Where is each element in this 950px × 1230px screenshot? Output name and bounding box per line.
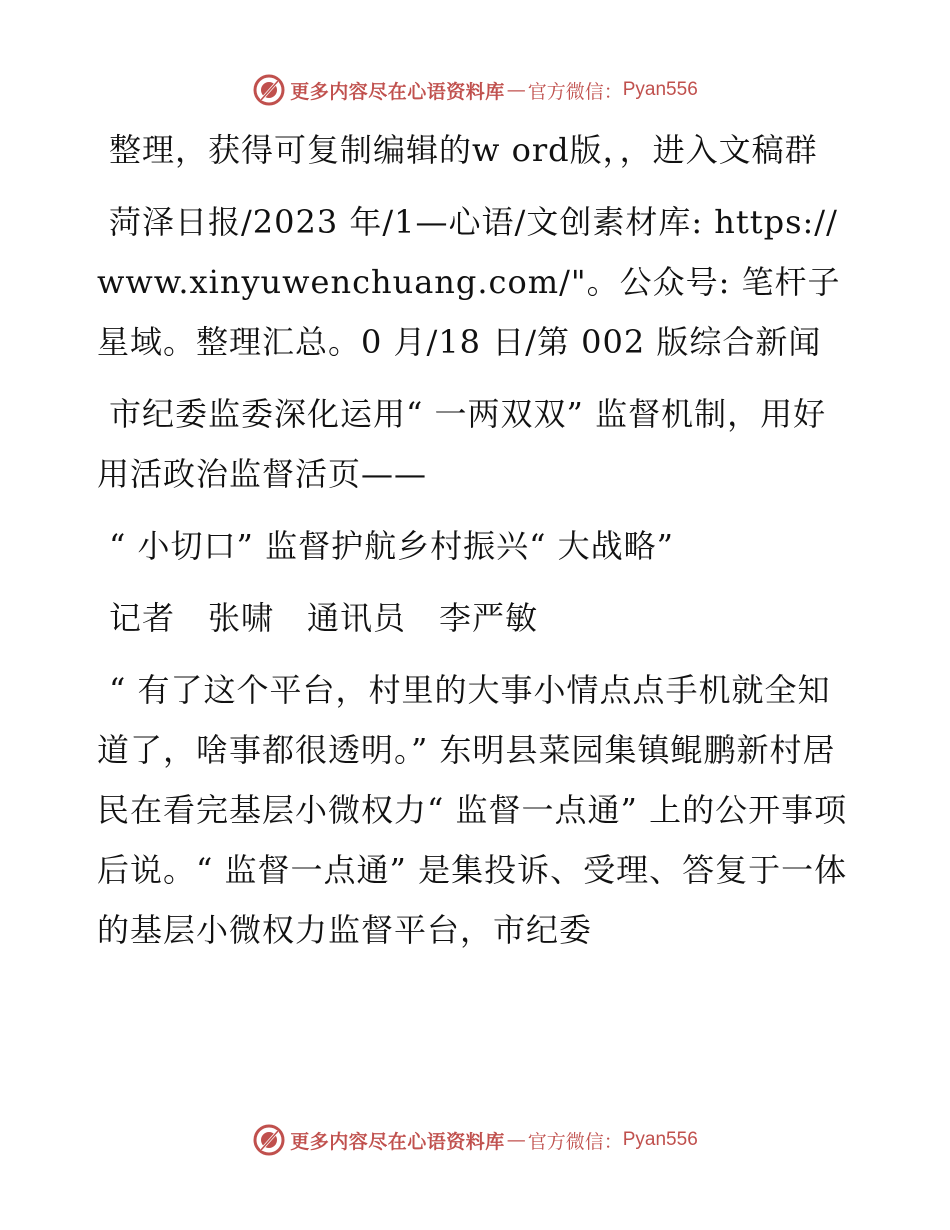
banner-wechat-id: Pyan556 xyxy=(622,79,698,100)
paragraph-body: “ 有了这个平台，村里的大事小情点点手机就全知道了，啥事都很透明。” 东明县菜园集镇鲲鹏新村居民在看完基层小微权力“ 监督一点通” 上的公开事项后说。“ 监督一点通” 是集投诉、受理、答复于一体的基层小微权力监督平台，市纪委 xyxy=(97,671,848,949)
banner-wechat-label: 官方微信： xyxy=(527,80,623,103)
brand-logo-icon xyxy=(252,73,286,107)
paragraph-headline-lead: 市纪委监委深化运用“ 一两双双” 监督机制，用好用活政治监督活页—— xyxy=(97,395,827,493)
banner-brand-text: 更多内容尽在心语资料库 xyxy=(290,80,505,103)
banner-brand-text: 更多内容尽在心语资料库 xyxy=(290,1130,505,1153)
banner-separator: — xyxy=(506,79,526,101)
document-body xyxy=(97,120,857,972)
paragraph-intro: 整理，获得可复制编辑的w ord版，，进入文稿群 xyxy=(109,131,818,169)
banner-wechat-label: 官方微信： xyxy=(527,1130,623,1153)
header-banner xyxy=(0,70,950,110)
paragraph-headline-main: “ 小切口” 监督护航乡村振兴“ 大战略” xyxy=(109,527,674,565)
brand-logo-icon xyxy=(252,1123,286,1157)
paragraph-byline: 记者 张啸 通讯员 李严敏 xyxy=(109,599,539,637)
banner-separator: — xyxy=(506,1129,526,1151)
banner-wechat-id: Pyan556 xyxy=(622,1129,698,1150)
paragraph-source: 菏泽日报/2023 年/1—心语/文创素材库: https://www.xinyuwenchuang.com/"。公众号: 笔杆子星域。整理汇总。0 月/18 日/第 002 版综合新闻 xyxy=(97,203,841,361)
footer-banner xyxy=(0,1120,950,1160)
